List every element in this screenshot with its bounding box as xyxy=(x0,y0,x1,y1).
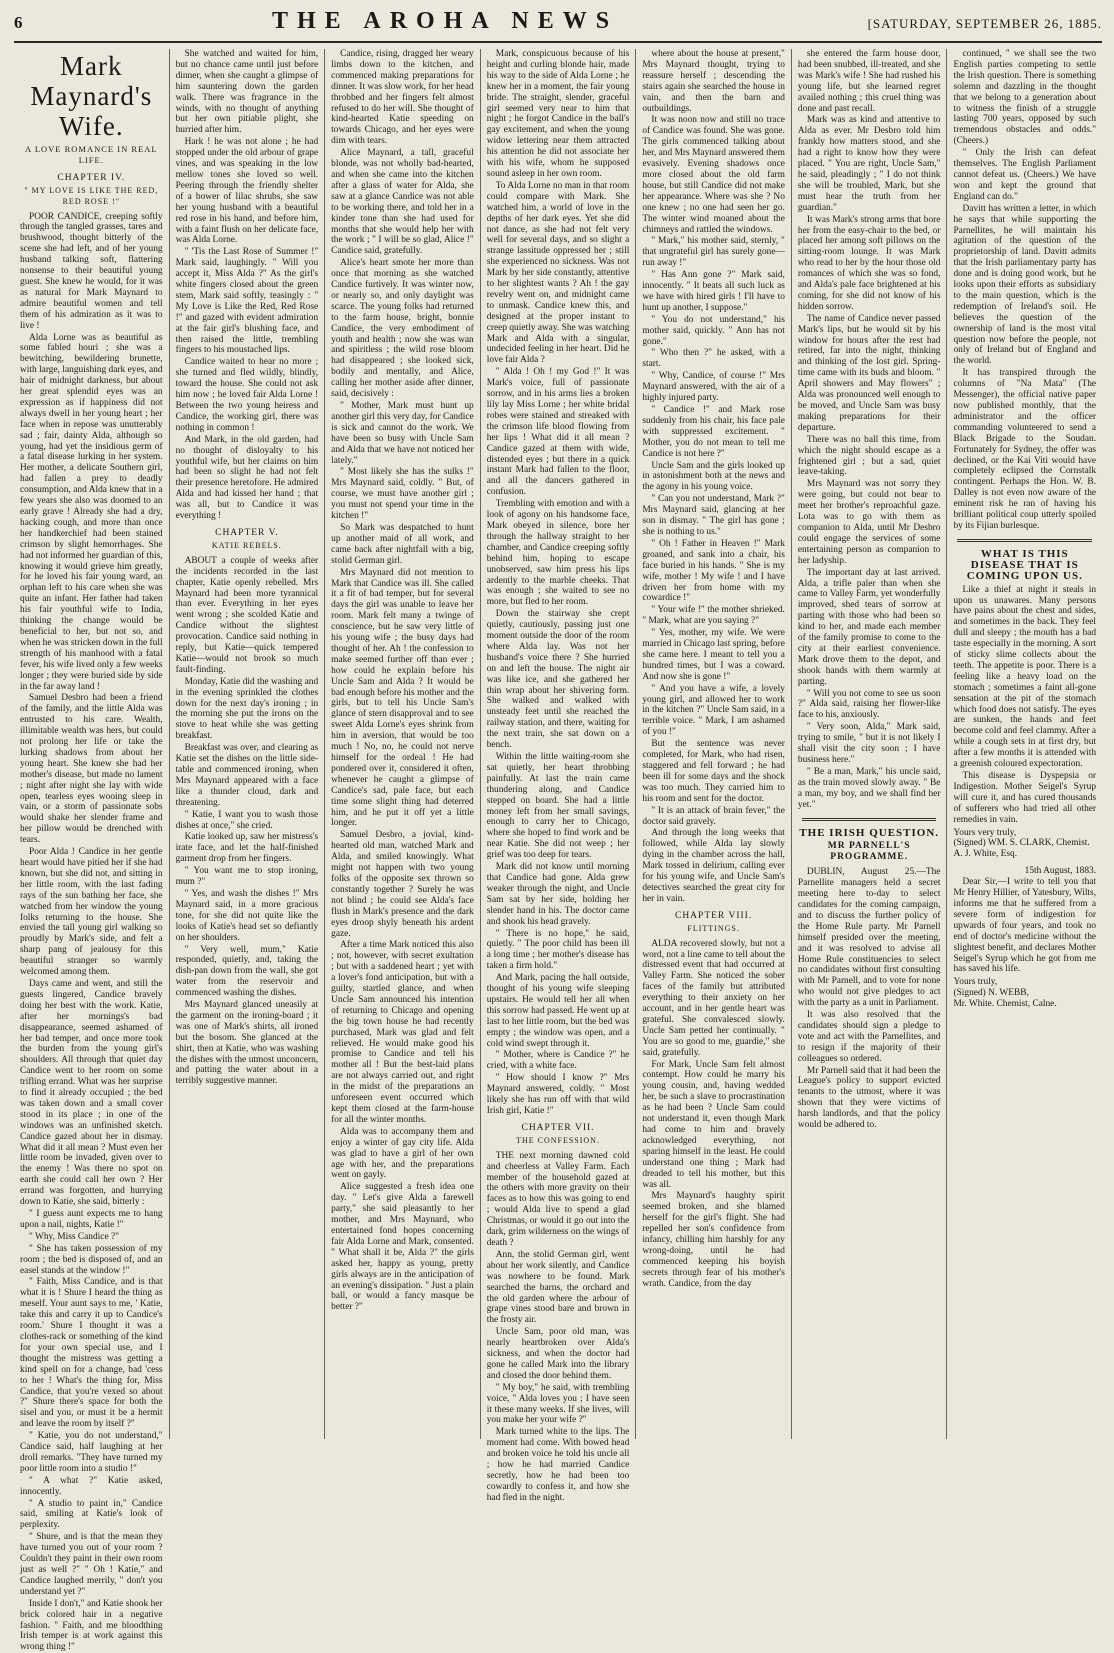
signature-line: Yours very truly, xyxy=(953,827,1017,838)
paragraph: The name of Candice never passed Mark's lips, but he would sit by his window for hours after the rest had retired, far into the night, thinking and thinking of the lost girl. Spring-time came with its buds and bloom. " April showers and May flowers" ; Alda was pronounced well enough to be moved, and Uncle Sam was busy making preparations for their departure. xyxy=(797,313,941,433)
paragraph: Alda Lorne was as beautiful as some fabled houri ; she was a bewitching, bewildering brunette, with large, languishing dark eyes, and hair of midnight darkness, but about her great splendid eyes was an expression as if happiness did not always dwell in her young heart ; her face when in repose was unutterably sad ; fair, dainty Alda, although so young, had yet the insidious germ of a fatal disease lurking in her system. Her mother, a delicate Southern girl, had fallen a prey to deadly consumption, and Alda knew that in a few years she also was doomed to an early grave ! Already she had a dry, hacking cough, and more than once her handkerchief had been stained crimson by slight hemorrhages. She had not informed her guardian of this, knowing it would grieve him greatly, for he loved his fair young ward, an orphan left to his care when she was quite an infant. Her father had taken his fair youthful wife to India, thinking the change would be beneficial to her, but not so, and when he was stricken down in the full strength of his manhood with a fatal fever, his wife lived only a few weeks longer ; they were buried side by side in the far away land ! xyxy=(20,332,163,692)
paragraph: Samuel Desbro, a jovial, kind-hearted old man, watched Mark and Alda, and smiled knowingly. What might not happen with two young folks of the opposite sex thrown so constantly together ? Surely he was not blind ; he could see Alda's face flush in Mark's presence and the dark eyes droop shyly beneath his ardent gaze. xyxy=(331,830,474,939)
paragraph: There was no ball this time, from which the night should escape as a frightened girl ; but a sad, quiet leave-taking. xyxy=(797,434,941,478)
paragraph: " There is no hope," he said, quietly. " The poor child has been ill a long time ; her mother's disease has taken a firm hold." xyxy=(486,928,630,972)
paragraph: " Can you not understand, Mark ?" Mrs Maynard said, glancing at her son in dismay. " The girl has gone ; she is nothing to us." xyxy=(642,494,785,537)
paragraph: To Alda Lorne no man in that room could compare with Mark. She watched him, a world of love in the depths of her dark eyes. Yet she did not dance, as she had not felt very well for several days, and so slight a strange lassitude oppressed her ; still she experienced no sickness. Was not Mark by her side constantly, attentive to her slightest wants ? Ah ! the gay revelry went on, and midnight came to unmask. Candice knew this, and designed at the proper instant to creep quietly away. She was watching Mark and Alda with a singular, undecided feeling in her heart. Did he love fair Alda ? xyxy=(486,180,630,366)
paragraph: " Mark," his mother said, sternly, " that ungrateful girl has surely gone—run away !" xyxy=(642,236,785,269)
column-3 xyxy=(325,49,481,1439)
article-headline: THE IRISH QUESTION. xyxy=(799,826,940,839)
signature-line: (Signed) N. WEBB, xyxy=(953,988,1029,999)
paragraph: But the sentence was never completed, for Mark, who had risen, staggered and fell forward ; he had been ill for some days and the shock was too much. They carried him to his room and sent for the doctor. xyxy=(642,739,785,804)
chapter-body xyxy=(176,556,319,1088)
paragraph: " How should I know ?" Mrs Maynard answered, coldly. " Most likely she has run off with that wild Irish girl, Katie !" xyxy=(486,1073,630,1116)
paragraph: continued, " we shall see the two English parties competing to settle the Irish question. There is something solemn and dazzling in the thought that we belong to a generation about to witness the finish of a struggle lasting 700 years, opposed by such tremendous obstacles and odds." (Cheers.) xyxy=(953,49,1097,147)
issue-date: [SATURDAY, SEPTEMBER 26, 1885. xyxy=(867,16,1102,31)
signature-line: Mr. White. Chemist, Calne. xyxy=(953,999,1057,1010)
paragraph: Uncle Sam and the girls looked up in astonishment both at the news and the agony in his young voice. xyxy=(642,460,785,493)
paragraph: The important day at last arrived. Alda, a trifle paler than when she came to Valley Farm, yet wonderfully improved, shed tears of sorrow at parting with those who had been so kind to her, and made each member of the family promise to come to the city at their earliest convenience. Mark drove them to the depot, and shook hands with them warmly at parting. xyxy=(797,567,941,687)
chapter-heading: CHAPTER IV. xyxy=(57,172,126,183)
paragraph: " Yes, mother, my wife. We were married in Chicago last spring, before she came here. I meant to tell you a hundred times, but I was a coward. And now she is gone !" xyxy=(642,628,785,682)
signature-line: (Signed) WM. S. CLARK, Chemist. xyxy=(953,838,1090,849)
paragraph: For Mark, Uncle Sam felt almost contempt. How could he marry his young cousin, and, having wedded her, be such a slave to procrastination as he had been ? Uncle Sam could not understand it, even though Mark had come to him and bravely acknowledged everything, not sparing himself in the least. He could understand one thing ; Mark had dreaded to tell his mother, but this was all. xyxy=(642,1059,785,1190)
paragraph: " Why, Miss Candice ?" xyxy=(29,1231,119,1242)
paragraph: Alice suggested a fresh idea one day. " Let's give Alda a farewell party," she said pleasantly to her mother, and Mrs Maynard, who entertained fond hopes concerning fair Alda Lorne and Mark, consented. " What shall it be, Alda ?" the girls asked her, happy as young, pretty girls always are in the anticipation of an evening's dissipation. " Just a plain ball, or would a fancy masque be better ?" xyxy=(331,1182,474,1313)
paragraph: " Mother, Mark must hunt up another girl this very day, for Candice is sick and cannot do the work. We have been so busy with Uncle Sam and Alda that we have not noticed her lately." xyxy=(331,401,474,466)
divider xyxy=(957,539,1092,542)
chapter-epigraph: " MY LOVE IS LIKE THE RED, RED ROSE !" xyxy=(24,185,159,206)
paragraph: She watched and waited for him, but no chance came until just before dinner, when she caught a glimpse of him sauntering down the garden walk. There was fragrance in the winds, with no thought of anything but her own pitiable plight, she hurried after him. xyxy=(175,49,319,136)
paragraph: " Why, Candice, of course !" Mrs Maynard answered, with the air of a highly injured party. xyxy=(642,371,785,404)
paragraph: Alice Maynard, a tall, graceful blonde, was not wholly bad-hearted, and when she came into the kitchen after a glass of water for Alda, she saw at a glance Candice was not able to be working there, and told her in a kinder tone than she had used for months that she would help her with the work ; " I will be so glad, Alice !" Candice said, gratefully. xyxy=(331,148,474,257)
chapter-subtitle: KATIE REBELS. xyxy=(211,540,282,550)
paragraph: Candice, rising, dragged her weary limbs down to the kitchen, and commenced making preparations for dinner. It was slow work, for her head throbbed and her fingers felt almost refused to do her will. She thought of kind-hearted Katie speeding on towards Chicago, and her eyes were dim with tears. xyxy=(331,49,474,147)
paragraph: " Katie, you do not understand," Candice said, half laughing at her droll remarks. "They have turned my poor little room into a studio !" xyxy=(20,1431,163,1474)
column-4 xyxy=(481,49,637,1503)
story-body xyxy=(176,49,319,522)
paragraph: It was Mark's strong arms that bore her from the easy-chair to the bed, or placed her among soft pillows on the sitting-room lounge. It was Mark who read to her by the hour those old romances of which she was so fond, and Alda's pale face brightened at his coming, for she did not know of his hidden sorrow. xyxy=(797,214,941,312)
paragraph: " Has Ann gone ?" Mark said, innocently. " It beats all such luck as we have with hired girls ! I'll have to hunt up another, I suppose." xyxy=(642,270,785,313)
paragraph: And Mark, in the old garden, had no thought of disloyalty to his youthful wife, but her claims on him had been so slight he had not felt their presence heretofore. He admired Alda and had kissed her hand ; that was all, but to Candice it was everything ! xyxy=(175,434,319,522)
paragraph: " Candice !" and Mark rose suddenly from his chair, his face pale with suppressed excitement. " Mother, you do not mean to tell me Candice is not here ?" xyxy=(642,405,785,459)
paragraph: Mark turned white to the lips. The moment had come. With bowed head and broken voice he told his uncle all ; how he had married Candice secretly, how he had been too cowardly to confess it, and how she had fled in the night. xyxy=(486,1427,630,1503)
paragraph: Ann, the stolid German girl, went about her work silently, and Candice was nowhere to be found. Mark searched the barns, the orchard and the old garden where the arbour of grape vines stood bare and brown in the frosty air. xyxy=(486,1249,630,1326)
paragraph: Mr Parnell said that it had been the League's policy to support evicted tenants to the utmost, where it was shown that they were victims of harsh landlords, and that the policy would be adhered to. xyxy=(797,1065,941,1131)
paragraph: ALDA recovered slowly, but not a word, not a line came to tell about the distressed event that had occurred at Valley Farm. She noticed the sober faces of the family but attributed everything to their anxiety on her account, and in her gentle heart was grateful. She convalesced slowly. Uncle Sam petted her continually. " You are so good to me, guardie," she said, gratefully. xyxy=(642,938,785,1058)
paragraph: Poor Alda ! Candice in her gentle heart would have pitied her if she had known, but she did not, and sitting in her little room, with the last fading rays of the sun bathing her face, she watched from her window the young folks returning to the house. She envied the tall young girl walking so proudly by Mark's side, and felt a sharp pang of jealousy for this beautiful stranger so warmly welcomed among them. xyxy=(20,847,163,978)
paragraph: Mrs Maynard was not sorry they were going, but could not bear to meet her brother's reproachful gaze. Lota was to go with them as companion to Alda, until Mr Desbro could engage the services of some entertaining person as companion to her ladyship. xyxy=(797,479,941,566)
masthead xyxy=(14,8,1102,43)
paragraph: " It is an attack of brain fever," the doctor said gravely. xyxy=(642,805,785,827)
advert-signature xyxy=(953,828,1096,861)
paragraph: " Be a man, Mark," his uncle said, as the train moved slowly away. " Be a man, my boy, and we shall find her yet." xyxy=(797,766,941,810)
paragraph: It has transpired through the columns of "Na Mata" (The Messenger), the official native paper now published monthly, that the administrator and the officer commanding volunteered to send a Black Brigade to the Soudan. Fortunately for Sydney, the offer was declined, or the Kai Viti would have completely eclipsed the Cornstalk contingent. Perhaps the Hon. W. B. Dalley is not even now aware of the eminent risk he ran of having his brilliant political coup utterly spoiled by its Fijian burlesque. xyxy=(953,368,1097,531)
paragraph: " You want me to stop ironing, mum ?" xyxy=(175,866,319,888)
paragraph: And through the long weeks that followed, while Alda lay slowly dying in the chamber across the hall, Mark tossed in delirium, calling ever for his young wife, and Uncle Sam's detectives searched the great city for her in vain. xyxy=(642,828,785,904)
paragraph: Down the stairway she crept quietly, cautiously, passing just one moment outside the door of the room where Alda lay. Was not her husband's voice there ? She hurried on and left the house. The night air was like ice, and she gathered her thin wrap about her shivering form. She walked and walked with unsteady feet until she reached the railway station, and there, waiting for the next train, she sat down on a bench. xyxy=(486,609,630,751)
paragraph: " I guess aunt expects me to hang upon a nail, nights, Katie !" xyxy=(20,1209,163,1230)
paragraph: Davitt has written a letter, in which he says that while supporting the Parnellites, he will maintain his agitation of the question of the proprietorship of land. Davitt admits that the Irish parliamentary party has done and is doing good work, but he looks upon their efforts as subsidiary to the main question, which is the redemption of Ireland's soil. He believes the question of the ownership of land is the most vital question now before the people, not only of Ireland but of England and the world. xyxy=(953,203,1097,367)
paragraph: It was noon now and still no trace of Candice was found. She was gone. The girls commenced talking about her, and Mrs Maynard answered them evasively. Evening shadows once more closed about the old farm house, but still Candice did not make her appearance. Where was she ? No one knew ; no one had seen her go. The winter wind moaned about the chimneys and rattled the windows. xyxy=(642,115,785,235)
chapter-body xyxy=(487,1151,630,1504)
divider xyxy=(802,818,937,821)
paragraph: " And you have a wife, a lovely young girl, and allowed her to work in the kitchen ?" Uncle Sam said, in a terrible voice. " Mark, I am ashamed of you !" xyxy=(642,683,785,738)
chapter-heading: CHAPTER V. xyxy=(215,527,279,538)
article-body xyxy=(953,49,1096,532)
paragraph: " Only the Irish can defeat themselves. The English Parliament cannot defeat us. (Cheers.) We have won and kept the ground that England can do." xyxy=(953,148,1097,202)
paragraph: she entered the farm house door, had been snubbed, ill-treated, and she was Mark's wife ! She had rushed his young life, but she learned regret availed nothing ; this cruel thing was done and past recall. xyxy=(797,49,941,114)
paragraph: " Very well, mum," Katie responded, quietly, and, taking the dish-pan down from the wall, she got water from the reservoir and commenced washing the dishes. xyxy=(175,944,319,999)
advert-signature xyxy=(953,977,1096,1010)
chapter-body xyxy=(642,939,785,1290)
story-body xyxy=(487,49,630,1117)
chapter-subtitle: FLITTINGS. xyxy=(687,923,740,933)
paragraph: This disease is Dyspepsia or Indigestion. Mother Seigel's Syrup will cure it, and has cured thousands of sufferers who had tried all other remedies in vain. xyxy=(953,771,1097,825)
paragraph: Inside I don't," and Katie shook her brick colored hair in a negative fashion. " Faith, and me bloodthing Irish temper is at work against this wrong thing !" xyxy=(20,1598,163,1653)
paragraph: " Katie, I want you to wash those dishes at once," she cried. xyxy=(175,809,319,831)
paragraph: Trembling with emotion and with a look of agony on his handsome face, Mark obeyed in silence, bore her through the hallway straight to her chamber, and Candice creeping softly behind him, hoping to escape unobserved, saw him press his lips ardently to the marble cheeks. That was enough ; she waited to see no more, but fled to her room. xyxy=(486,499,630,608)
advert-headline: WHAT IS THIS DISEASE THAT IS COMING UPON US. xyxy=(966,547,1083,582)
newspaper-title: THE AROHA NEWS xyxy=(272,8,619,34)
paragraph: " Oh ! Father in Heaven !" Mark groaned, and sank into a chair, his face buried in his hands. " She is my wife, mother ! My wife ! and I have driven her from home with my cowardice !" xyxy=(642,538,785,604)
story-body xyxy=(642,49,785,905)
paragraph: Days came and went, and still the guests lingered, Candice bravely doing her best with the work. Katie, after her mornings's bad disappearance, seemed ashamed of her bad temper, and once more took the burden from the young girl's shoulders. All through that quiet day Candice went to her room on some trifling errand. What was her surprise to find it already occupied ; the bed was taken down and a small cover stood in its place ; in one of the windows was an unfinished sketch. Candice gazed about her in dismay. What did it all mean ? Must even her little room be invaded, given over to the enemy ! Was there no spot on earth she could call her own ? Her errand was forgotten, and hurrying down to Katie, she said, bitterly : xyxy=(20,978,163,1208)
paragraph: Alda was to accompany them and enjoy a winter of gay city life. Alda was glad to have a girl of her own age with her, and the preparations went on gayly. xyxy=(331,1126,474,1181)
paragraph: Like a thief at night it steals in upon us unawares. Many persons have pains about the chest and sides, and sometimes in the back. They feel dull and sleepy ; the mouth has a bad taste especially in the morning. A sort of sticky slime collects about the teeth. The appetite is poor. There is a feeling like a heavy load on the stomach ; sometimes a faint all-gone sensation at the pit of the stomach which food does not satisfy. The eyes are sunken, the hands and feet become cold and feel clammy. After a while a cough sets in at first dry, but after a few months it is attended with a greenish coloured expectoration. xyxy=(953,584,1097,770)
story-title: Mark Maynard's Wife. xyxy=(30,51,153,141)
paragraph: " A what ?" Katie asked, innocently. xyxy=(20,1475,163,1497)
story-body xyxy=(798,49,941,811)
paragraph: Mark did not know until morning that Candice had gone. Alda grew weaker through the night, and Uncle Sam sat by her side, holding her slender hand in his. The doctor came and shook his head gravely. xyxy=(486,862,630,927)
paragraph: Candice waited to hear no more ; she turned and fled wildly, blindly, toward the house. She could not ask him now ; he loved fair Alda Lorne ! Between the two young heiress and Candice, the working girl, there was nothing in common ! xyxy=(175,357,319,433)
column-7 xyxy=(947,49,1102,1439)
paragraph: Mrs Maynard glanced uneasily at the garment on the ironing-board ; it was one of Mark's shirts, all ironed but the bosom. She glanced at the shirt, then at Katie, who was washing the dishes with the utmost unconcern, and patting the water about in a terribly suggestive manner. xyxy=(175,1000,319,1087)
paragraph: Mrs Maynard did not mention to Mark that Candice was ill. She called it a fit of bad temper, but for several days the girl was unable to leave her room. Mark felt many a twinge of conscience, but he saw very little of his young wife ; the busy days had thought of her. Ah ! the confession to make seemed further off than ever ; how could he explain before his Uncle Sam and Alda ? It would be bad enough before his mother and the girls, but to tell his Uncle Sam's glance of stern disapproval and to see sweet Alda Lorne's eyes shrink from him in aversion, that would be too much ! No, no, he could not nerve himself for the ordeal ! He had pondered over it, considered it often, whenever he caught a glimpse of Candice's sad, pale face, but each time some slight thing had deterred him, and he put it off yet a little longer. xyxy=(331,567,474,829)
page-number: 6 xyxy=(14,13,23,32)
paragraph: " Will you not come to see us soon ?" Alda said, raising her flower-like face to his, anxiously. xyxy=(797,688,941,721)
column-6 xyxy=(792,49,948,1439)
paragraph: POOR CANDICE, creeping softly through the tangled grasses, tares and brushwood, thought bitterly of the scene she had left, and of her young husband talking soft, flattering nonsense to their beautiful young guest. She knew he would, for it was as natural for Mark Maynard to admire beautiful women and tell them of his admiration as it was to live ! xyxy=(20,211,163,331)
column-1 xyxy=(14,49,170,1653)
chapter-heading: CHAPTER VIII. xyxy=(674,910,753,921)
paragraph: It was also resolved that the candidates should sign a pledge to vote and act with the Parnellites, and to resign if the majority of their colleagues so ordered. xyxy=(797,1010,941,1064)
paragraph: " She has taken possession of my room ; the bed is disposed of, and an easel stands at the window !" xyxy=(20,1243,163,1276)
paragraph: " My boy," he said, with trembling voice, " Alda loves you ; I have seen it these many weeks. If she lives, will you make her your wife ?" xyxy=(486,1382,630,1426)
paragraph: Katie looked up, saw her mistress's irate face, and let the half-finished garment drop from her fingers. xyxy=(175,832,319,865)
signature-line: A. J. White, Esq. xyxy=(953,849,1018,860)
paragraph: And Mark, pacing the hall outside, thought of his young wife sleeping upstairs. He would tell her all when this sorrow had passed. He went up at last to her little room, but the bed was empty ; the window was open, and a cold wind swept through it. xyxy=(486,973,630,1049)
paragraph: " Yes, and wash the dishes !" Mrs Maynard said, in a more gracious tone, for she did not quite like the looks of Katie's head set so defiantly on her shoulders. xyxy=(175,888,319,943)
paragraph: " Most likely she has the sulks !" Mrs Maynard said, coldly. " But, of course, we must have another girl ; you must not spend your time in the kitchen !" xyxy=(331,467,474,522)
paragraph: " Faith, Miss Candice, and is that what it is ! Shure I heard the thing as meself. Your aunt says to me, ' Katie, take this and carry it up to Candice's room.' Shure I thought it was a clothes-rack or something of the kind for your own special use, and I thought the mistress was getting a kind spell on for a change, bad 'cess to her ! What's the thing for, Miss Candice, that you're vexed so about ?" Shure there's space for both the sisel and you, or must it be a hermit and leave the room by itself ?" xyxy=(20,1277,163,1430)
paragraph: Mark, conspicuous because of his height and curling blonde hair, made his way to the side of Alda Lorne ; he knew her in a moment, the fair young bride. The straight, slender, graceful girl seemed very near to him that night ; he forgot Candice in the ball's gay excitement, and when the young widow lettering near them attracted his attention he did not associate her with his wife, whom he supposed sound asleep in her own room. xyxy=(486,49,630,179)
paragraph: THE next morning dawned cold and cheerless at Valley Farm. Each member of the household gazed at the others with more gravity on their faces as to how this was going to end ; would Alda live to spend a glad Christmas, or would it go out into the dark, grim wilderness on the wings of death ? xyxy=(486,1150,630,1248)
paragraph: Alice's heart smote her more than once that morning as she watched Candice furtively. It was winter now, or nearly so, and only daylight was scarce. The young folks had returned to the farm house, bright, bonnie Candice, the very embodiment of youth and health ; now she was wan and spiritless ; the wild rose bloom had disappeared ; she looked sick, bodily and mentally, and Alice, calling her mother aside after dinner, said, decisively : xyxy=(331,258,474,400)
paragraph: Monday, Katie did the washing and in the evening sprinkled the clothes down for the next day's ironing ; in the morning she put the irons on the stove to heat while she was getting breakfast. xyxy=(175,676,319,742)
paragraph: " You do not understand," his mother said, quickly. " Ann has not gone." xyxy=(642,314,785,347)
article-body xyxy=(798,867,941,1131)
paragraph: " Your wife !" the mother shrieked. " Mark, what are you saying ?" xyxy=(642,605,785,627)
signature-line: Yours truly, xyxy=(953,977,998,988)
paragraph: So Mark was despatched to hunt up another maid of all work, and came back after nightfall with a big, stolid German girl. xyxy=(331,522,474,566)
column-2 xyxy=(170,49,326,1439)
advert-body xyxy=(953,585,1096,826)
paragraph: " Alda ! Oh ! my God !" It was Mark's voice, full of passionate sorrow, and in his arms lies a broken lily lay Miss Lorne ; her white bridal robes were stained and streaked with the crimson life blood flowing from her lips ! What did it all mean ? Candice gazed at them with wide, distended eyes ; but there in a quick instant Mark had fallen to the floor, and all the dancers gathered in confusion. xyxy=(486,367,630,498)
paragraph: Uncle Sam, poor old man, was nearly heartbroken over Alda's sickness, and when the doctor had gone he called Mark into the library and closed the door behind them. xyxy=(486,1327,630,1381)
paragraph: Breakfast was over, and clearing as Katie set the dishes on the little side-table and commenced ironing, when Mrs Maynard appeared with a face like a thunder cloud, dark and threatening. xyxy=(175,743,319,808)
paragraph: " 'Tis the Last Rose of Summer !" Mark said, laughingly. " Will you accept it, Miss Alda ?" As the girl's white fingers closed about the green stem, Mark said softly, teasingly : " My Love is Like the Red, Red Rose !" and gazed with evident admiration at the fair girl's blushing face, and then raised the little, trembling fingers to his moustached lips. xyxy=(175,247,319,356)
paragraph: Mark was as kind and attentive to Alda as ever. Mr Desbro told him frankly how matters stood, and she had a right to know how they were placed. " You are right, Uncle Sam," he said, pleadingly ; " I do not think she will be troubled, Mark, but she must hear the truth from her guardian." xyxy=(797,115,941,213)
paragraph: Hark ! he was not alone ; he had stopped under the old arbour of grape vines, and was speaking in the low mellow tones she loved so well. Peering through the friendly shelter of a bower of lilac shrubs, she saw her young husband with a beautiful red rose in his hand, and before him, with a faint flush on her delicate face, was Alda Lorne. xyxy=(175,137,319,246)
paragraph: Samuel Desbro had been a friend of the family, and the little Alda was entrusted to his care. Wealth, illimitable wealth was hers, but could not prolong her life or take the lurking shadows from about her young heart. She knew she had her mother's disease, but made no lament ; night after night she lay with wide open, tearless eyes wooing sleep in vain, or a storm of passionate sobs would shake her slender frame and her pillow would be drenched with tears. xyxy=(20,693,163,846)
paragraph: After a time Mark noticed this also ; not, however, with secret exultation ; but with a saddened heart ; yet with a lover's fond anticipation, but with a guilty, startled glance, and when Uncle Sam announced his intention of returning to Chicago and opening the big town house he had recently purchased, Mark was glad and felt relieved. He would make good his promise to Candice and tell his mother all ! But the best-laid plans are not always carried out, and right in the midst of the preparations an unforeseen event occurred which kept them closed at the farm-house for all the winter months. xyxy=(331,940,474,1125)
paragraph: " Who then ?" he asked, with a start. xyxy=(642,348,785,370)
paragraph: " Very soon, Alda," Mark said, trying to smile, " but it is not likely I shall visit the city soon ; I have business here." xyxy=(797,722,941,765)
story-subtitle: A LOVE ROMANCE IN REAL LIFE. xyxy=(25,144,158,165)
article-subhead: MR PARNELL'S PROGRAMME. xyxy=(827,841,911,863)
letter-date: 15th August, 1883. xyxy=(1024,866,1097,877)
advert-letter: Dear Sir,—I write to tell you that Mr Henry Hillier, of Yatesbury, Wilts, informs me that he suffered from a severe form of indigestion for upwards of four years, and took no end of doctor's medicine without the slightest benefit, and declares Mother Seigel's Syrup which he got from me has saved his life. xyxy=(953,877,1097,975)
column-5 xyxy=(636,49,792,1439)
paragraph: DUBLIN, August 25.—The Parnellite managers held a secret meeting here to-day to select candidates for the coming campaign, and to discuss the further policy of the Home Rule party. Mr Parnell himself presided over the meeting, and it was resolved to advise all Home Rule constituencies to select no candidates without first consulting with Mr Parnell, and to vote for none who would not give pledges to act with the party as a unit in Parliament. xyxy=(797,867,941,1009)
chapter-body xyxy=(20,212,163,1653)
paragraph: Mrs Maynard's haughty spirit seemed broken, and she blamed herself for the girl's flight. She had repelled her son's confidence from infancy, chilling him harshly for any wrong-doing, until he had commenced keeping his boyish secrets through fear of his mother's wrath. Candice, from the day xyxy=(642,1191,785,1289)
paragraph: " Shure, and is that the mean they have turned you out of your room ? Couldn't they paint in their own room just as well ?" " Oh ! Katie," and Candice laughed merrily, " don't you understand yet ?" xyxy=(20,1532,163,1597)
columns xyxy=(14,49,1102,1653)
paragraph: " Mother, where is Candice ?" he cried, with a white face. xyxy=(486,1050,630,1072)
paragraph: where about the house at present," Mrs Maynard thought, trying to reassure herself ; descending the stairs again she searched the house in vain, and then the barn and outbuildings. xyxy=(642,49,785,114)
chapter-heading: CHAPTER VII. xyxy=(521,1122,595,1133)
paragraph: " A studio to paint in," Candice said, smiling at Katie's look of perplexity. xyxy=(20,1498,163,1531)
paragraph: ABOUT a couple of weeks after the incidents recorded in the last chapter, Katie openly rebelled. Mrs Maynard had been more tyrannical than ever. Everything in her eyes went wrong ; she scolded Katie and Candice without the slightest provocation. Candice said nothing in reply, but Katie—quick tempered Katie—would not brook so much fault-finding. xyxy=(175,555,319,675)
paragraph: Within the little waiting-room she sat quietly, her heart throbbing painfully. At last the train came thundering along, and Candice stepped on board. She had a little money left from her small savings, enough to carry her to Chicago, where she hoped to find work and be near Katie. She did not weep ; her grief was too deep for tears. xyxy=(486,752,630,861)
story-body xyxy=(331,49,474,1313)
chapter-subtitle: THE CONFESSION. xyxy=(516,1135,600,1145)
